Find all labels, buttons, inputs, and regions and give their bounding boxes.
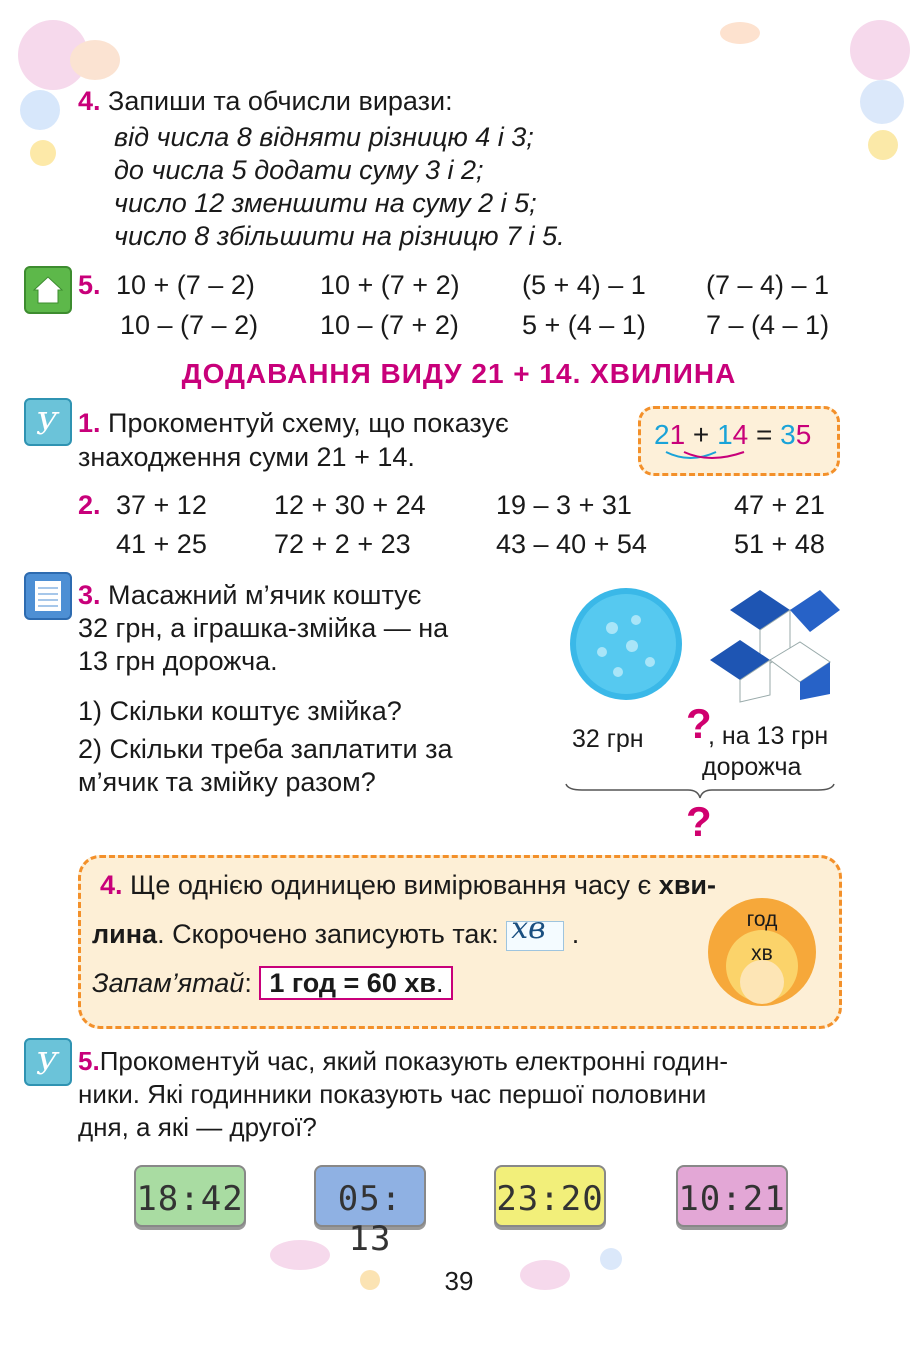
eq-digit: 2 bbox=[654, 419, 670, 450]
ex2-expr: 72 + 2 + 23 bbox=[274, 529, 411, 559]
ex2-number: 2. bbox=[78, 490, 101, 520]
task5-expr: 10 + (7 + 2) bbox=[320, 270, 460, 300]
svg-text:У: У bbox=[36, 1047, 58, 1082]
ex5-line2: ники. Які годинники показують час першої половини bbox=[78, 1079, 707, 1109]
ex3-question2-cont: м’ячик та змійку разом? bbox=[78, 767, 376, 797]
notebook-icon bbox=[24, 572, 72, 620]
svg-text:У: У bbox=[36, 407, 58, 442]
ex4-remember bbox=[92, 966, 453, 1000]
remember-dot: . bbox=[435, 968, 444, 998]
remember-rule-box bbox=[259, 966, 453, 1000]
task5-expr: 7 – (4 – 1) bbox=[706, 310, 830, 340]
clock-time: 10:21 bbox=[678, 1179, 786, 1219]
ex2-expr: 51 + 48 bbox=[734, 529, 825, 559]
ex2-expr: 41 + 25 bbox=[116, 529, 207, 559]
eq-digit: 1 bbox=[669, 419, 686, 450]
ex3-line2: 32 грн, а іграшка-змійка — на bbox=[78, 613, 449, 643]
ex4-period: . bbox=[571, 919, 580, 949]
circle-minute-label: хв bbox=[751, 942, 773, 965]
task5-expr: 10 – (7 – 2) bbox=[120, 310, 259, 340]
task4-line: до числа 5 додати суму 3 і 2; bbox=[114, 155, 484, 185]
snake-toy-image bbox=[700, 570, 850, 705]
task4-line: від числа 8 відняти різницю 4 і 3; bbox=[114, 122, 534, 152]
remember-label: Запам’ятай bbox=[92, 968, 245, 998]
ex2-expr: 19 – 3 + 31 bbox=[496, 490, 632, 520]
home-icon bbox=[24, 266, 72, 314]
ex1-line2: знаходження суми 21 + 14. bbox=[78, 442, 415, 472]
circle-hour-label: год bbox=[746, 908, 778, 931]
ball-price: 32 грн bbox=[572, 725, 644, 753]
task5-expr: 10 – (7 + 2) bbox=[320, 310, 459, 340]
ex3-line3: 13 грн дорожча. bbox=[78, 646, 278, 676]
ex2-expr: 47 + 21 bbox=[734, 490, 825, 520]
ex4-number: 4. bbox=[100, 870, 123, 900]
remember-rule: 1 год = 60 хв bbox=[269, 968, 436, 998]
eq-digit: 3 bbox=[780, 419, 796, 450]
ex4-text: Ще однією одиницею вимірювання часу є bbox=[130, 870, 659, 900]
ex4-line1 bbox=[100, 868, 716, 902]
massage-ball-image bbox=[562, 580, 692, 710]
decor-bubble bbox=[20, 90, 60, 130]
ex3-text: Масажний м’ячик коштує bbox=[108, 580, 422, 610]
oral-task-icon bbox=[24, 1038, 72, 1086]
ex1-number: 1. bbox=[78, 408, 101, 438]
task4-line: число 8 збільшити на різницю 7 і 5. bbox=[114, 221, 565, 251]
ex2-expr: 37 + 12 bbox=[116, 490, 207, 520]
ex3-question1: 1) Скільки коштує змійка? bbox=[78, 696, 402, 726]
ex4-text2: . Скорочено записують так: bbox=[157, 919, 507, 949]
snake-question-mark: ? bbox=[686, 700, 712, 747]
ex4-term: хви- bbox=[658, 870, 717, 900]
ex5-text: Прокоментуй час, який показують електронні годин- bbox=[99, 1046, 729, 1076]
task5-number: 5. bbox=[78, 270, 101, 300]
eq-arcs bbox=[660, 446, 760, 466]
task5-expr: 10 + (7 – 2) bbox=[116, 270, 255, 300]
ex5-line3: дня, а які — другої? bbox=[78, 1112, 317, 1142]
ex1-text: Прокоментуй схему, що показує bbox=[108, 408, 509, 438]
task4-number: 4. bbox=[78, 86, 101, 116]
task4-line: число 12 зменшити на суму 2 і 5; bbox=[114, 188, 537, 218]
ex2-expr: 43 – 40 + 54 bbox=[496, 529, 647, 559]
decor-bubble bbox=[720, 22, 760, 44]
snake-price: , на 13 грн bbox=[708, 722, 829, 750]
decor-bubble bbox=[30, 140, 56, 166]
ex3-question2: 2) Скільки треба заплатити за bbox=[78, 734, 453, 764]
task5-expr: 5 + (4 – 1) bbox=[522, 310, 646, 340]
ex5-line1 bbox=[78, 1044, 728, 1078]
ex3-number: 3. bbox=[78, 580, 101, 610]
ex3-line1 bbox=[78, 578, 421, 612]
clock-time: 05: 13 bbox=[337, 1179, 403, 1259]
decor-bubble bbox=[70, 40, 120, 80]
ex2-expr: 12 + 30 + 24 bbox=[274, 490, 426, 520]
snake-more: дорожча bbox=[702, 753, 802, 781]
section-title: ДОДАВАННЯ ВИДУ 21 + 14. ХВИЛИНА bbox=[181, 358, 737, 389]
eq-digit: 1 bbox=[717, 419, 733, 450]
eq-digit: 4 bbox=[732, 419, 749, 450]
task5-expr: (7 – 4) – 1 bbox=[706, 270, 830, 300]
eq-digit: 5 bbox=[795, 419, 812, 450]
decor-bubble bbox=[860, 80, 904, 124]
remember-colon: : bbox=[244, 968, 252, 998]
decor-bubble bbox=[868, 130, 898, 160]
ex5-number: 5. bbox=[78, 1046, 100, 1076]
ex4-term-end: лина bbox=[92, 919, 158, 949]
ex1-line1 bbox=[78, 406, 509, 440]
task5-expr: (5 + 4) – 1 bbox=[522, 270, 646, 300]
clock-time: 23:20 bbox=[496, 1179, 604, 1219]
abbreviation-cell bbox=[506, 910, 564, 951]
page-number: 39 bbox=[444, 1266, 474, 1296]
task4-prompt: Запиши та обчисли вирази: bbox=[108, 86, 453, 116]
ex4-line2 bbox=[92, 910, 580, 951]
task4-heading bbox=[78, 84, 453, 118]
digital-clock bbox=[494, 1165, 606, 1227]
eq-plus: + bbox=[685, 419, 718, 450]
eq-equals: = bbox=[748, 419, 781, 450]
total-question-mark: ? bbox=[686, 798, 712, 845]
oral-task-icon bbox=[24, 398, 72, 446]
digital-clock bbox=[134, 1165, 246, 1227]
decor-bubble bbox=[850, 20, 910, 80]
digital-clock bbox=[314, 1165, 426, 1259]
clock-time: 18:42 bbox=[136, 1179, 244, 1219]
abbreviation: хв bbox=[511, 910, 546, 946]
digital-clock bbox=[676, 1165, 788, 1227]
